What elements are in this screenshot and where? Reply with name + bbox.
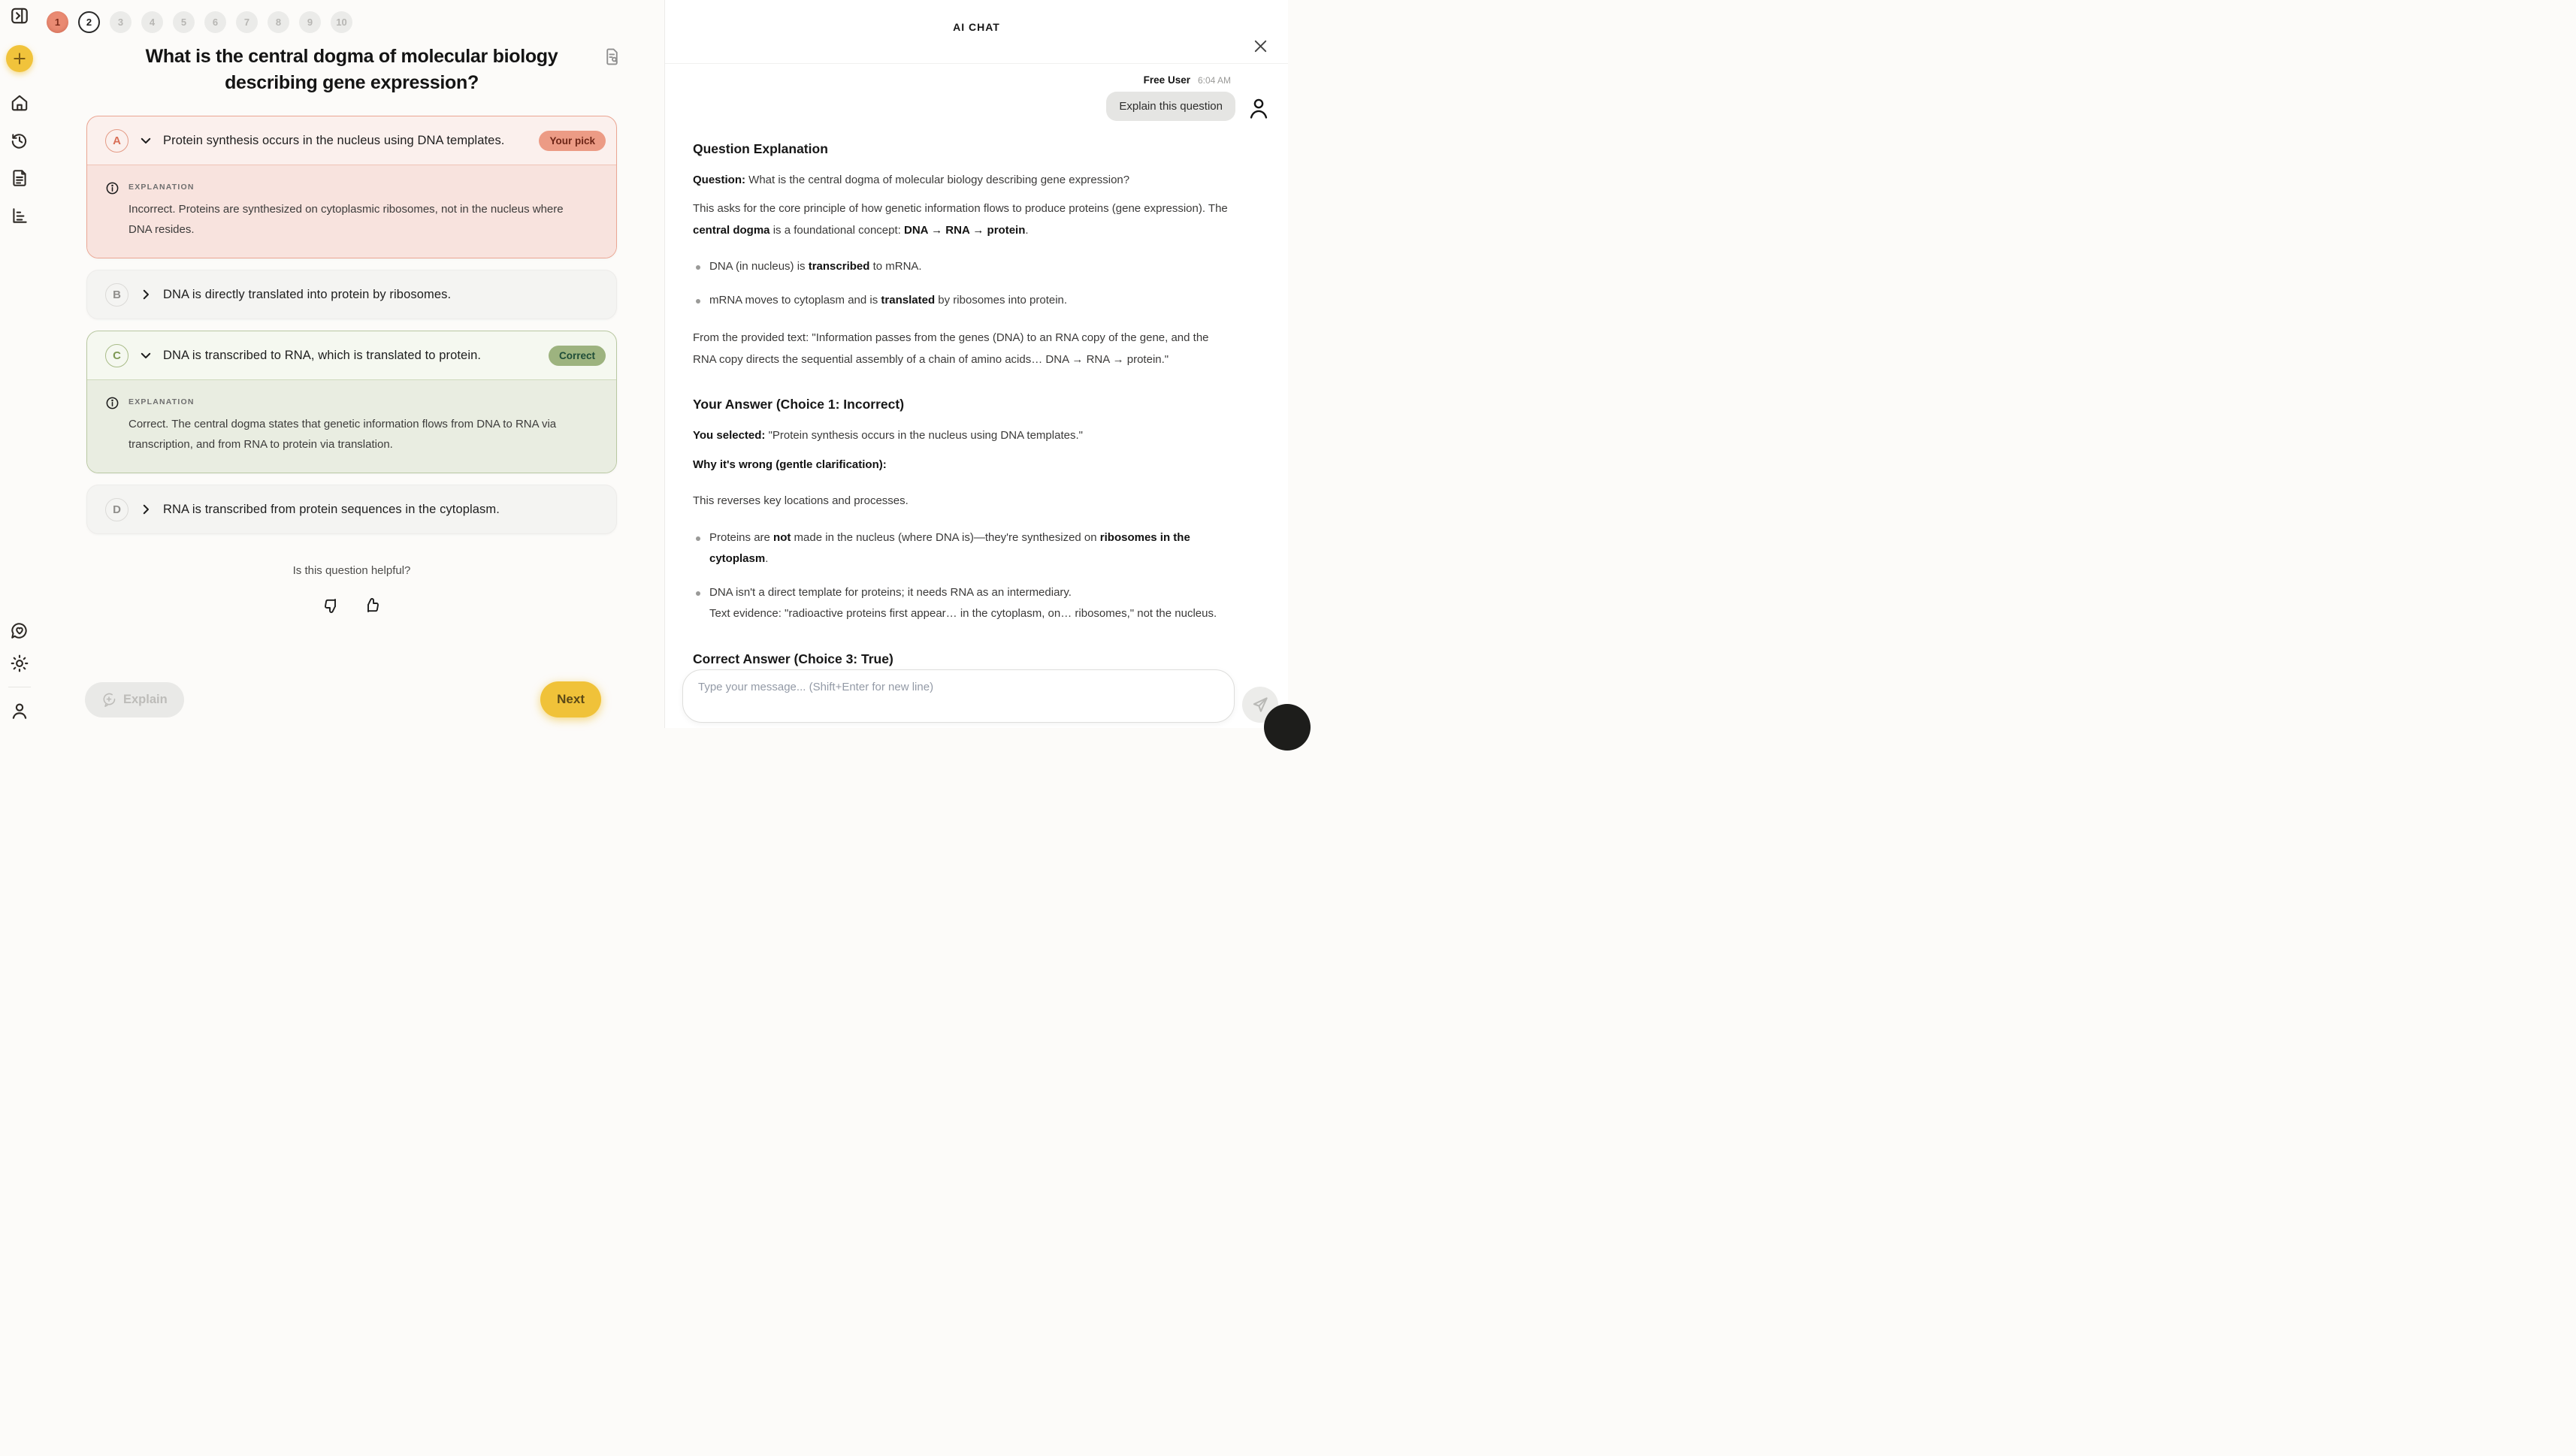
chevron-right-icon[interactable] (139, 503, 153, 516)
choice-d-letter: D (105, 498, 128, 521)
profile-person-icon[interactable] (10, 701, 29, 720)
notes-document-icon[interactable] (10, 168, 29, 188)
stats-chart-icon[interactable] (10, 206, 29, 225)
question-title: What is the central dogma of molecular biology describing gene expression? (145, 46, 558, 93)
view-source-document-icon[interactable] (603, 47, 621, 66)
chat-section-heading: Your Answer (Choice 1: Incorrect) (693, 397, 905, 412)
chat-bullet-item: DNA (in nucleus) is transcribed to mRNA. (693, 256, 1231, 278)
choice-b-letter: B (105, 283, 128, 307)
feedback-heart-icon[interactable] (10, 621, 29, 640)
chat-timestamp: 6:04 AM (1197, 75, 1231, 86)
page-dot-5[interactable]: 5 (173, 11, 195, 33)
choice-d-header[interactable] (87, 485, 616, 533)
chat-paragraph: Why it's wrong (gentle clarification): (693, 458, 887, 471)
chat-paragraph: Question: What is the central dogma of molecular biology describing gene expression? (693, 173, 1130, 186)
explanation-text: Incorrect. Proteins are synthesized on cytoplasmic ribosomes, not in the nucleus where DNA resides. (128, 203, 564, 236)
new-question-button[interactable] (6, 45, 33, 72)
chat-bullet-list (693, 256, 1231, 311)
explain-button[interactable] (85, 682, 184, 717)
choice-a-card[interactable] (86, 116, 617, 258)
choice-a-text: Protein synthesis occurs in the nucleus using DNA templates. (163, 133, 505, 147)
home-icon[interactable] (10, 93, 29, 113)
thumbs-up-icon[interactable] (363, 597, 381, 615)
chevron-down-icon[interactable] (139, 134, 153, 147)
explanation-label: EXPLANATION (128, 183, 195, 192)
chat-paragraph: You selected: "Protein synthesis occurs in the nucleus using DNA templates." (693, 429, 1083, 442)
choice-b-card[interactable] (86, 270, 617, 319)
chat-bullet-list (693, 527, 1231, 625)
choice-d-text: RNA is transcribed from protein sequences in the cytoplasm. (163, 502, 500, 516)
chat-paragraph: From the provided text: "Information passes from the genes (DNA) to an RNA copy of the gene, and the RNA copy directs the sequential assembly of a chain of amino acids… DNA → RNA → protein." (693, 331, 1209, 366)
choice-d-card[interactable] (86, 485, 617, 534)
explanation-label: EXPLANATION (128, 397, 195, 406)
choices-list (86, 116, 617, 534)
chat-input-container (682, 669, 1235, 723)
page-dot-8[interactable]: 8 (268, 11, 289, 33)
chat-bullet-item: DNA isn't a direct template for proteins; it needs RNA as an intermediary. Text evidence: "radioactive proteins first appear… in the cytoplasm, on… ribosomes," not the nucleus. (693, 582, 1231, 625)
thumbs-down-icon[interactable] (322, 597, 340, 615)
choice-b-header[interactable] (87, 270, 616, 319)
chat-message-input[interactable] (683, 670, 1234, 722)
explanation-text: Correct. The central dogma states that genetic information flows from DNA to RNA via transcription, and from RNA to protein via translation. (128, 418, 557, 451)
choice-b-text: DNA is directly translated into protein by ribosomes. (163, 287, 452, 301)
explain-button-label: Explain (123, 692, 168, 706)
page-dot-6[interactable]: 6 (204, 11, 226, 33)
page-dot-4[interactable]: 4 (141, 11, 163, 33)
helpful-prompt: Is this question helpful? (292, 564, 411, 577)
chevron-right-icon[interactable] (139, 288, 153, 301)
chat-paragraph: This asks for the core principle of how genetic information flows to produce proteins (gene expression). The central dogma is a foundational concept: DNA → RNA → protein. (693, 202, 1228, 237)
choice-a-letter: A (105, 129, 128, 153)
chevron-down-icon[interactable] (139, 349, 153, 362)
chat-plus-icon (101, 692, 116, 707)
page-dot-3[interactable]: 3 (110, 11, 132, 33)
theme-sun-icon[interactable] (10, 654, 29, 673)
choice-c-letter: C (105, 344, 128, 367)
info-icon (105, 181, 119, 240)
chat-panel-title: AI CHAT (953, 21, 1000, 33)
page-dot-1[interactable]: 1 (47, 11, 68, 33)
choice-c-header[interactable] (87, 331, 616, 379)
chat-section-heading: Correct Answer (Choice 3: True) (693, 651, 893, 666)
your-pick-badge: Your pick (539, 131, 606, 151)
sidebar (0, 0, 39, 728)
next-button[interactable]: Next (540, 681, 601, 717)
choice-c-explanation (87, 379, 616, 473)
chat-message-area[interactable] (693, 64, 1271, 681)
chat-paragraph: This reverses key locations and processes. (693, 494, 909, 507)
question-pagination (39, 0, 664, 33)
ai-chat-panel (664, 0, 1288, 728)
chat-user-label: Free User (1143, 74, 1190, 86)
user-avatar-icon (1246, 95, 1271, 120)
chat-section-heading: Question Explanation (693, 141, 828, 156)
page-dot-10[interactable]: 10 (331, 11, 352, 33)
collapse-sidebar-icon[interactable] (10, 6, 29, 26)
history-icon[interactable] (10, 131, 29, 150)
choice-c-text: DNA is transcribed to RNA, which is translated to protein. (163, 348, 482, 362)
question-panel (39, 0, 664, 728)
choice-a-explanation (87, 165, 616, 258)
user-message-bubble: Explain this question (1106, 92, 1235, 121)
choice-a-header[interactable] (87, 116, 616, 165)
choice-c-card[interactable] (86, 331, 617, 473)
paper-plane-icon (1250, 695, 1270, 714)
info-icon (105, 396, 119, 455)
page-dot-2[interactable]: 2 (78, 11, 100, 33)
floating-chat-button[interactable] (1264, 704, 1311, 751)
chat-bullet-item: mRNA moves to cytoplasm and is translated by ribosomes into protein. (693, 290, 1231, 312)
chat-bullet-item: Proteins are not made in the nucleus (where DNA is)—they're synthesized on ribosomes in the cytoplasm. (693, 527, 1231, 570)
close-chat-icon[interactable] (1252, 38, 1269, 55)
assistant-message (693, 140, 1231, 667)
page-dot-7[interactable]: 7 (236, 11, 258, 33)
page-dot-9[interactable]: 9 (299, 11, 321, 33)
correct-badge: Correct (549, 346, 606, 366)
